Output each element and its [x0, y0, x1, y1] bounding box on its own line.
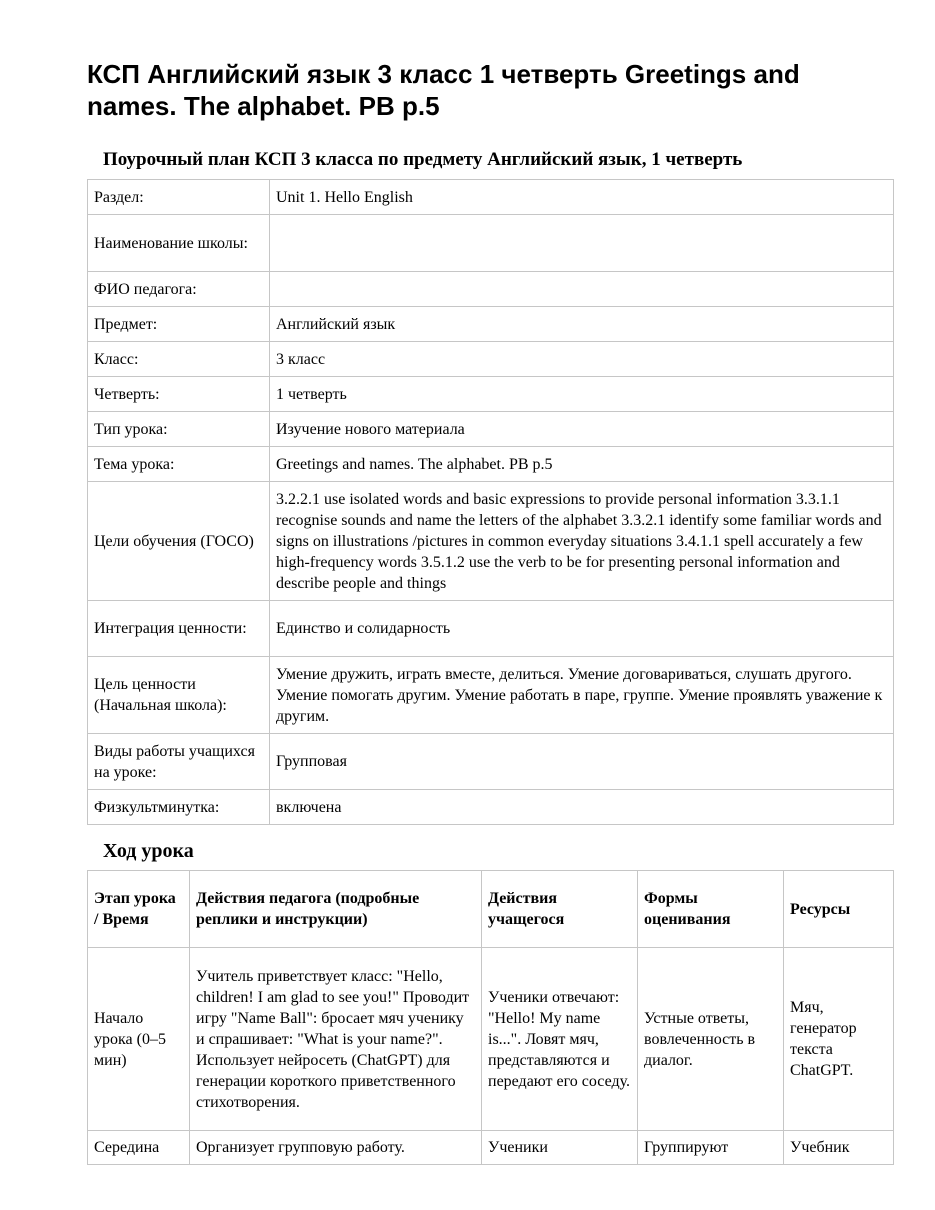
- info-row-school: [88, 215, 894, 272]
- table-cell: Ученики: [482, 1131, 638, 1165]
- lesson-progress-table: [87, 870, 894, 1165]
- info-row-learning-objectives: [88, 482, 894, 601]
- lesson-header-row: [88, 871, 894, 948]
- table-cell: Середина: [88, 1131, 190, 1165]
- table-row: [88, 948, 894, 1131]
- info-label: Тема урока:: [88, 447, 270, 482]
- column-header-assessment: Формы оценивания: [638, 871, 784, 948]
- info-row-lesson-type: [88, 412, 894, 447]
- table-cell: Ученики отвечают: "Hello! My name is...". Ловят мяч, представляются и передают его соседу.: [482, 948, 638, 1131]
- info-row-subject: [88, 307, 894, 342]
- column-header-resources: Ресурсы: [784, 871, 894, 948]
- info-value: Английский язык: [270, 307, 894, 342]
- info-row-work-types: [88, 734, 894, 790]
- plan-subtitle: Поурочный план КСП 3 класса по предмету Английский язык, 1 четверть: [103, 149, 743, 170]
- info-label: Цели обучения (ГОСО): [88, 482, 270, 601]
- lesson-progress-heading: Ход урока: [103, 840, 194, 862]
- table-cell: Группируют: [638, 1131, 784, 1165]
- column-header-student-actions: Действия учащегося: [482, 871, 638, 948]
- info-value: 1 четверть: [270, 377, 894, 412]
- info-label: ФИО педагога:: [88, 272, 270, 307]
- info-row-value-integration: [88, 601, 894, 657]
- info-label: Физкультминутка:: [88, 790, 270, 825]
- table-cell: Начало урока (0–5 мин): [88, 948, 190, 1131]
- table-cell: Устные ответы, вовлеченность в диалог.: [638, 948, 784, 1131]
- info-label: Интеграция ценности:: [88, 601, 270, 657]
- info-row-physical-break: [88, 790, 894, 825]
- info-label: Раздел:: [88, 180, 270, 215]
- info-value: Единство и солидарность: [270, 601, 894, 657]
- info-row-grade: [88, 342, 894, 377]
- page-title: КСП Английский язык 3 класс 1 четверть Greetings and names. The alphabet. PB p.5: [87, 59, 800, 121]
- info-value: Групповая: [270, 734, 894, 790]
- info-value: [270, 215, 894, 272]
- info-label: Виды работы учащихся на уроке:: [88, 734, 270, 790]
- table-row: [88, 1131, 894, 1165]
- lesson-info-table: [87, 179, 894, 825]
- info-value: [270, 272, 894, 307]
- info-value: Unit 1. Hello English: [270, 180, 894, 215]
- info-value: 3 класс: [270, 342, 894, 377]
- info-value: Изучение нового материала: [270, 412, 894, 447]
- table-cell: Мяч, генератор текста ChatGPT.: [784, 948, 894, 1131]
- column-header-stage: Этап урока / Время: [88, 871, 190, 948]
- info-value: включена: [270, 790, 894, 825]
- info-value: Greetings and names. The alphabet. PB p.5: [270, 447, 894, 482]
- info-label: Класс:: [88, 342, 270, 377]
- info-row-value-goal: [88, 657, 894, 734]
- info-row-section: [88, 180, 894, 215]
- info-row-lesson-topic: [88, 447, 894, 482]
- info-row-quarter: [88, 377, 894, 412]
- column-header-teacher-actions: Действия педагога (подробные реплики и инструкции): [190, 871, 482, 948]
- table-cell: Учитель приветствует класс: "Hello, children! I am glad to see you!" Проводит игру "Name Ball": бросает мяч ученику и спрашивает: "What is your name?". Использует нейросеть (ChatGPT) для генерации короткого приветственного стихотворения.: [190, 948, 482, 1131]
- table-cell: Учебник: [784, 1131, 894, 1165]
- info-label: Цель ценности (Начальная школа):: [88, 657, 270, 734]
- info-label: Четверть:: [88, 377, 270, 412]
- table-cell: Организует групповую работу.: [190, 1131, 482, 1165]
- info-value: 3.2.2.1 use isolated words and basic expressions to provide personal information 3.3.1.1 recognise sounds and name the letters of the alphabet 3.3.2.1 identify some familiar words and signs on illustrations /pictures in common everyday situations 3.4.1.1 spell accurately a few high-frequency words 3.5.1.2 use the verb to be for presenting personal information and describe people and things: [270, 482, 894, 601]
- info-label: Наименование школы:: [88, 215, 270, 272]
- info-label: Предмет:: [88, 307, 270, 342]
- info-value: Умение дружить, играть вместе, делиться. Умение договариваться, слушать другого. Умение помогать другим. Умение работать в паре, группе. Умение проявлять уважение к другим.: [270, 657, 894, 734]
- info-row-teacher: [88, 272, 894, 307]
- info-label: Тип урока:: [88, 412, 270, 447]
